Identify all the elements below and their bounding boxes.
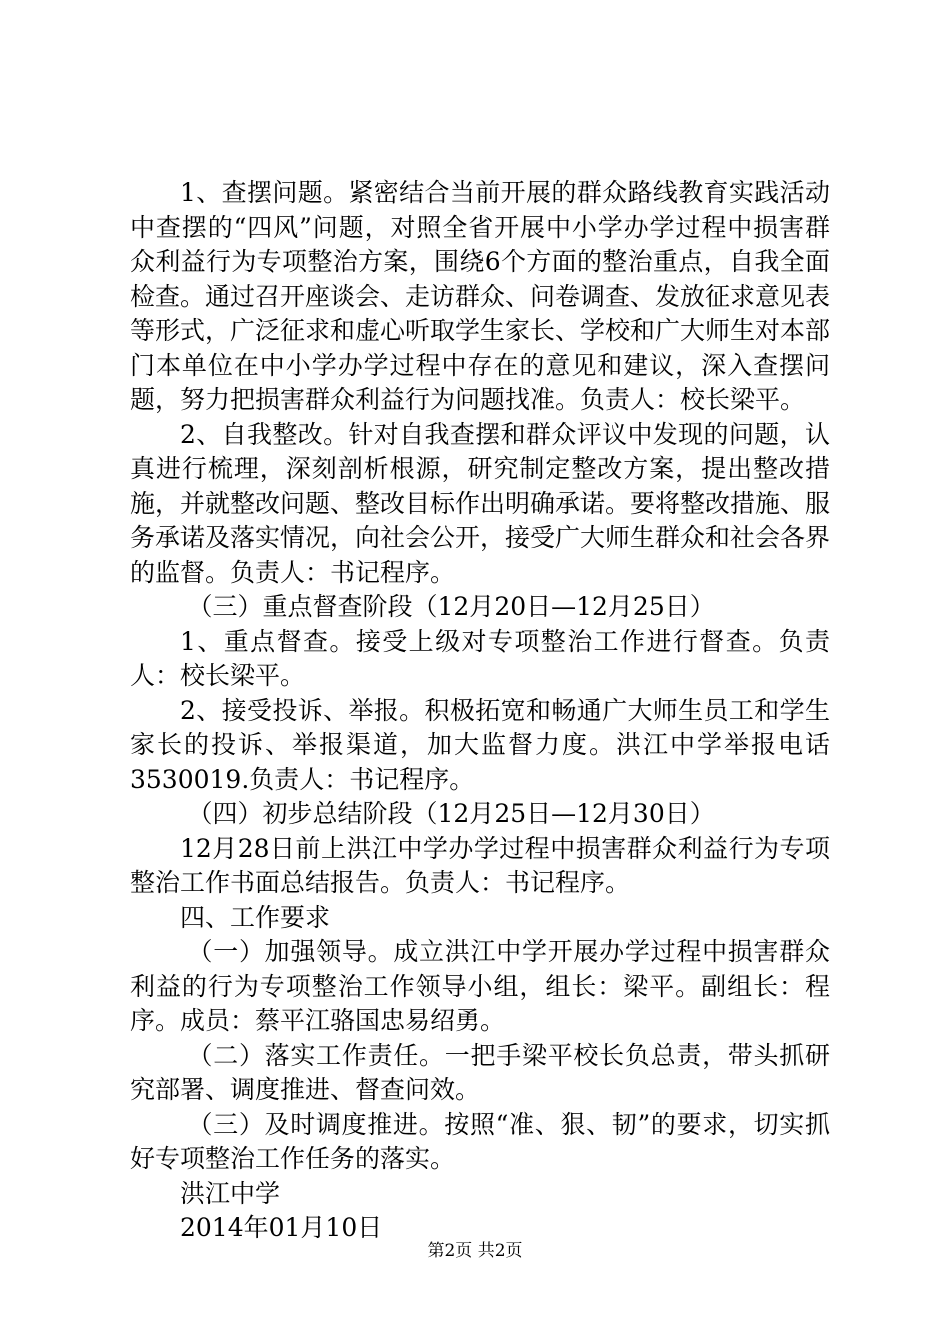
section-heading-summary: （四）初步总结阶段（12月25日—12月30日）: [187, 799, 715, 828]
paragraph-complaints: 2、接受投诉、举报。积极拓宽和畅通广大师生员工和学生家长的投诉、举报渠道，加大监督力度。洪江中学举报电话3530019.负责人：书记程序。: [130, 695, 830, 794]
paragraph-key-supervision: 1、重点督查。接受上级对专项整治工作进行督查。负责人：校长梁平。: [130, 626, 830, 690]
page-footer: 第2页 共2页: [427, 1241, 523, 1261]
section-heading-requirements: 四、工作要求: [180, 902, 331, 932]
signature-date: 2014年01月10日: [180, 1213, 383, 1242]
paragraph-responsibility: （二）落实工作责任。一把手梁平校长负总责，带头抓研究部署、调度推进、督查问效。: [130, 1040, 830, 1104]
paragraph-scheduling: （三）及时调度推进。按照“准、狠、韧”的要求，切实抓好专项整治工作任务的落实。: [130, 1109, 830, 1173]
paragraph-leadership: （一）加强领导。成立洪江中学开展办学过程中损害群众利益的行为专项整治工作领导小组，组长：梁平。副组长：程序。成员：蔡平江骆国忠易绍勇。: [130, 937, 830, 1035]
section-heading-supervision: （三）重点督查阶段（12月20日—12月25日）: [187, 592, 715, 621]
paragraph-self-rectify: 2、自我整改。针对自我查摆和群众评议中发现的问题，认真进行梳理，深刻剖析根源，研究制定整改方案，提出整改措施，并就整改问题、整改目标作出明确承诺。要将整改措施、服务承诺及落实情况，向社会公开，接受广大师生群众和社会各界的监督。负责人：书记程序。: [130, 419, 831, 587]
document-body: [130, 176, 830, 1246]
signature-organization: 洪江中学: [180, 1178, 281, 1208]
paragraph-summary-report: 12月28日前上洪江中学办学过程中损害群众利益行为专项整治工作书面总结报告。负责人：书记程序。: [130, 833, 830, 897]
paragraph-check-problems: 1、查摆问题。紧密结合当前开展的群众路线教育实践活动中查摆的“四风”问题，对照全省开展中小学办学过程中损害群众利益行为专项整治方案，围绕6个方面的整治重点，自我全面检查。通过召开座谈会、走访群众、问卷调查、发放征求意见表等形式，广泛征求和虚心听取学生家长、学校和广大师生对本部门本单位在中小学办学过程中存在的意见和建议，深入查摆问题，努力把损害群众利益行为问题找准。负责人：校长梁平。: [130, 178, 831, 414]
